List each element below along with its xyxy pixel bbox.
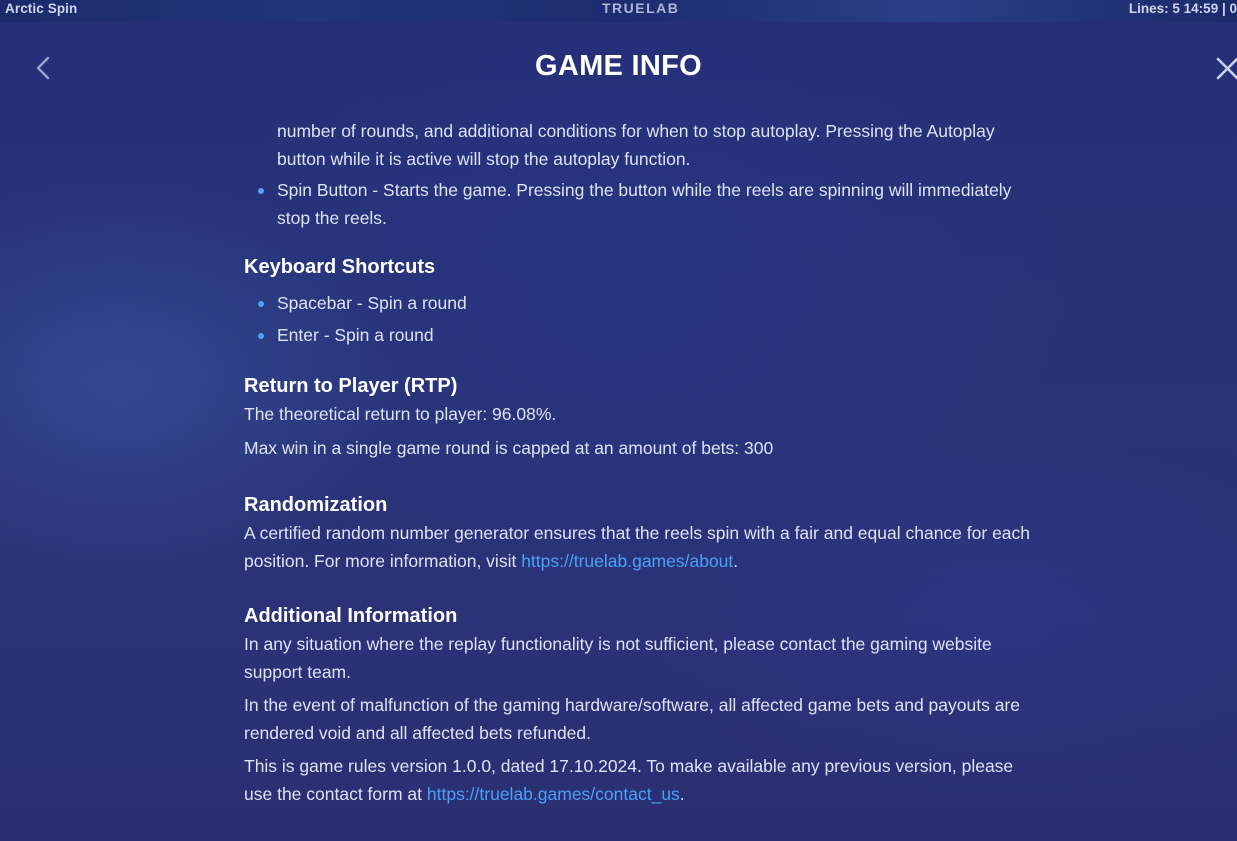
keyboard-shortcuts-heading: Keyboard Shortcuts [244,256,436,278]
game-info-content [244,118,1034,814]
close-icon [1213,55,1237,81]
top-status-bar [0,0,1237,22]
version-text [244,753,1034,808]
bullet-icon [258,333,264,339]
rtp-value: The theoretical return to player: 96.08%. [244,404,557,424]
punctuation: . [733,550,739,571]
controls-list [244,177,1034,232]
keyboard-shortcuts-list [244,290,1034,349]
game-name: Arctic Spin [5,1,78,16]
randomization-body: A certified random number generator ensures that the reels spin with a fair and equal chance for each position. For more information, visit [244,523,1031,571]
autoplay-description-continued: number of rounds, and additional conditions for when to stop autoplay. Pressing the Autoplay button while it is active will stop the autoplay function. [277,121,995,169]
version-body: This is game rules version 1.0.0, dated 17.10.2024. To make available any previous version, please use the contact form at [244,756,1014,804]
lines-and-clock: Lines: 5 14:59 | 0 [1128,1,1237,16]
spin-button-description: Spin Button - Starts the game. Pressing the button while the reels are spinning will immediately stop the reels. [277,180,1012,228]
replay-support-text: In any situation where the replay functionality is not sufficient, please contact the gaming website support team. [244,634,992,682]
truelab-logo: TRUELAB [602,0,680,16]
malfunction-text: In the event of malfunction of the gaming hardware/software, all affected game bets and payouts are rendered void and all affected bets refunded. [244,695,1020,743]
bullet-icon [258,188,264,194]
shortcut-enter: Enter - Spin a round [277,324,434,345]
bullet-icon [258,301,264,307]
list-item [277,177,1034,232]
close-button[interactable] [1213,55,1237,81]
contact-link[interactable]: https://truelab.games/contact_us [426,783,680,804]
shortcut-spacebar: Spacebar - Spin a round [277,293,467,313]
rtp-heading: Return to Player (RTP) [244,375,458,397]
list-item [277,290,1034,318]
randomization-heading: Randomization [244,494,388,516]
randomization-text [244,520,1034,575]
about-link[interactable]: https://truelab.games/about [521,550,734,571]
page-title: GAME INFO [534,50,703,82]
max-win-text: Max win in a single game round is capped at an amount of bets: 300 [244,437,774,458]
list-item [277,322,1034,350]
additional-info-heading: Additional Information [244,605,458,627]
punctuation: . [679,783,685,804]
